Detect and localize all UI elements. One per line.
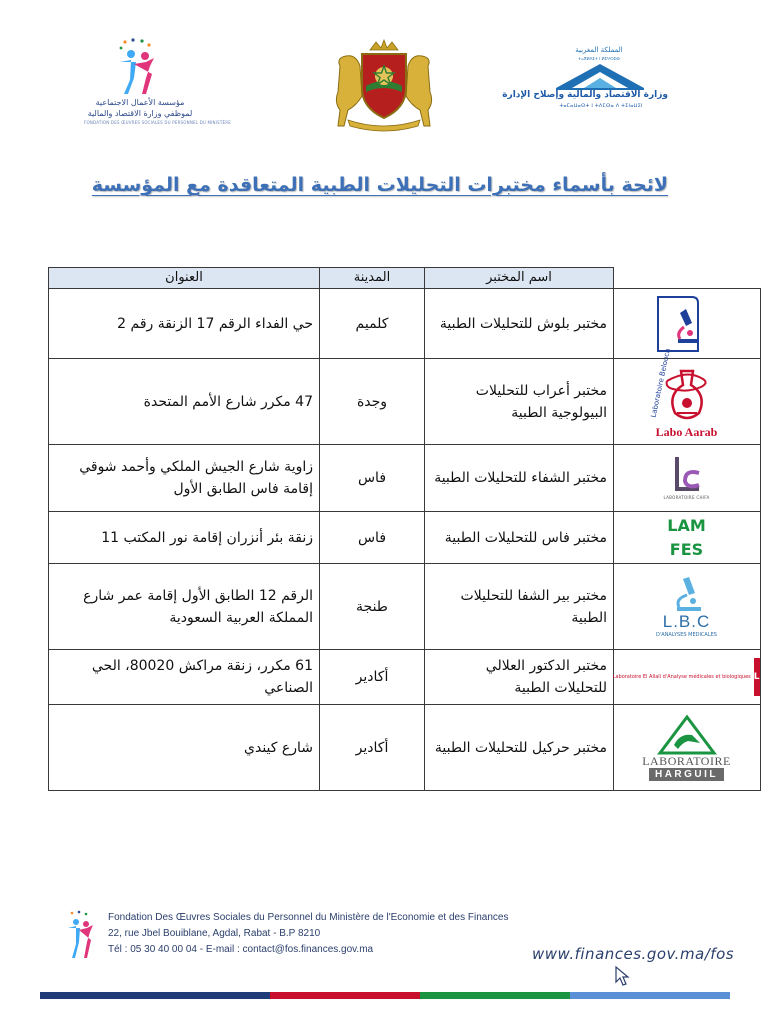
ministry-logo xyxy=(502,40,670,120)
ministry-kingdom-tifinagh: ⵜⴰⴳⵍⴷⵉⵜ ⵏ ⵍⵎⵖⵔⵉⴱ xyxy=(578,56,620,61)
table-row xyxy=(49,705,761,791)
microscope-icon xyxy=(667,575,707,613)
footer-address xyxy=(108,910,548,958)
lab-logo-cell xyxy=(614,289,761,418)
header-logo-cell xyxy=(614,268,761,289)
table-row xyxy=(49,650,761,705)
footer-line3: Tél : 05 30 40 00 04 - E-mail : contact@fos.finances.gov.ma xyxy=(108,944,374,955)
header-name: اسم المختبر xyxy=(425,268,614,289)
header-city: المدينة xyxy=(320,268,425,289)
table-row xyxy=(49,289,761,359)
lab-city: فاس xyxy=(320,512,425,564)
el-allali-logo-letter: L xyxy=(754,658,760,696)
lab-name: مختبر حركيل للتحليلات الطبية xyxy=(425,705,614,791)
lab-address: 47 مكرر شارع الأمم المتحدة xyxy=(49,359,320,445)
page-title: لائحة بأسماء مختبرات التحليلات الطبية المتعاقدة مع المؤسسة xyxy=(91,174,668,196)
lab-name: مختبر فاس للتحليلات الطبية xyxy=(425,512,614,564)
lab-city: كلميم xyxy=(320,289,425,359)
table-row xyxy=(49,512,761,564)
lab-city: طنجة xyxy=(320,564,425,650)
lab-name: مختبر الشفاء للتحليلات الطبية xyxy=(425,445,614,512)
footer-line2: 22, rue Jbel Bouiblane, Agdal, Rabat - B.P 8210 xyxy=(108,928,321,939)
lab-address: حي الفداء الرقم 17 الزنقة رقم 2 xyxy=(49,289,320,359)
el-allali-logo-text: Laboratoire El Allali d'Analyse médicales et biologiques xyxy=(612,673,751,680)
belouch-logo xyxy=(614,293,760,418)
lab-name: مختبر بلوش للتحليلات الطبية xyxy=(425,289,614,359)
lam-fes-logo xyxy=(614,514,760,562)
harguil-logo-subtext: HARGUIL xyxy=(649,768,724,781)
labs-table xyxy=(48,267,760,791)
footer-line1: Fondation Des Œuvres Sociales du Personnel du Ministère de l'Economie et des Finances xyxy=(108,912,509,923)
lab-logo-cell xyxy=(614,564,761,650)
table-header-row xyxy=(49,268,761,289)
aarab-logo xyxy=(614,365,760,439)
lab-name: مختبر الدكتور العلالي للتحليلات الطبية xyxy=(425,650,614,705)
ministry-kingdom-label: المملكة المغربية xyxy=(575,46,623,54)
cursor-icon xyxy=(614,966,630,986)
footer-color-bar xyxy=(40,992,730,999)
lab-city: وجدة xyxy=(320,359,425,445)
footer-fos-people-icon xyxy=(64,910,96,960)
lab-logo-cell xyxy=(614,650,761,705)
harguil-logo xyxy=(614,715,760,781)
lab-logo-cell xyxy=(614,445,761,512)
lam-fes-logo-text xyxy=(667,514,706,562)
chifa-logo xyxy=(614,455,760,501)
fos-logo-line2: لموظفي وزارة الاقتصاد والمالية xyxy=(87,109,193,118)
footer-bar-segment xyxy=(40,992,270,999)
moroccan-coat-of-arms-icon xyxy=(326,36,442,132)
lab-logo-cell xyxy=(614,512,761,564)
house-triangle-icon xyxy=(554,62,646,90)
table-row xyxy=(49,564,761,650)
fos-logo xyxy=(84,38,231,138)
chifa-letter-icon xyxy=(667,455,707,495)
lab-city: فاس xyxy=(320,445,425,512)
harguil-logo-text: LABORATOIRE xyxy=(642,753,731,768)
lbc-logo-text: L.B.C xyxy=(662,611,711,631)
lbc-logo-subtext: D'ANALYSES MEDICALES xyxy=(656,631,717,638)
fos-people-icon xyxy=(112,38,160,98)
footer-bar-segment xyxy=(270,992,420,999)
lab-address: زاوية شارع الجيش الملكي وأحمد شوقي إقامة فاس الطابق الأول xyxy=(49,445,320,512)
lab-name: مختبر بير الشفا للتحليلات الطبية xyxy=(425,564,614,650)
microscope-icon xyxy=(648,293,722,418)
lab-address: الرقم 12 الطابق الأول إقامة عمر شارع المملكة العربية السعودية xyxy=(49,564,320,650)
hand-triangle-icon xyxy=(658,715,716,755)
lab-address: 61 مكرر، زنقة مراكش 80020، الحي الصناعي xyxy=(49,650,320,705)
lab-address: شارع كيندي xyxy=(49,705,320,791)
lab-city: أكادير xyxy=(320,705,425,791)
flask-serpent-icon xyxy=(657,365,717,425)
footer-url-link[interactable]: www.finances.gov.ma/fos xyxy=(532,945,735,963)
lam-fes-logo-line1: LAM xyxy=(667,515,706,535)
ministry-name-tifinagh: ⵜⴰⵎⴰⵡⴰⵙⵜ ⵏ ⵜⴷⵎⵙⴰ ⴷ ⵜⵉⵏⴰⵡⵉⵏ xyxy=(559,103,643,109)
header-address: العنوان xyxy=(49,268,320,289)
lab-address: زنقة بئر أنزران إقامة نور المكتب 11 xyxy=(49,512,320,564)
el-allali-logo xyxy=(614,658,760,696)
aarab-logo-text: Labo Aarab xyxy=(655,424,718,439)
lab-logo-cell xyxy=(614,705,761,791)
chifa-logo-text: LABORATOIRE CHIFA xyxy=(663,495,710,500)
fos-logo-line1: مؤسسة الأعمال الاجتماعية xyxy=(95,98,185,107)
footer-bar-segment xyxy=(570,992,730,999)
lbc-logo xyxy=(614,575,760,639)
fos-logo-line3: FONDATION DES ŒUVRES SOCIALES DU PERSONNEL DU MINISTÈRE xyxy=(84,120,231,125)
table-row xyxy=(49,445,761,512)
lab-logo-cell xyxy=(614,359,761,445)
belouch-logo-text: Laboratoire Belouch xyxy=(648,347,672,418)
ministry-name: وزارة الاقتصاد والمالية وإصلاح الإدارة xyxy=(502,90,668,100)
lab-name: مختبر أعراب للتحليلات البيولوجية الطبية xyxy=(425,359,614,445)
footer-bar-segment xyxy=(420,992,570,999)
lam-fes-logo-line2: FES xyxy=(669,539,704,559)
lab-city: أكادير xyxy=(320,650,425,705)
